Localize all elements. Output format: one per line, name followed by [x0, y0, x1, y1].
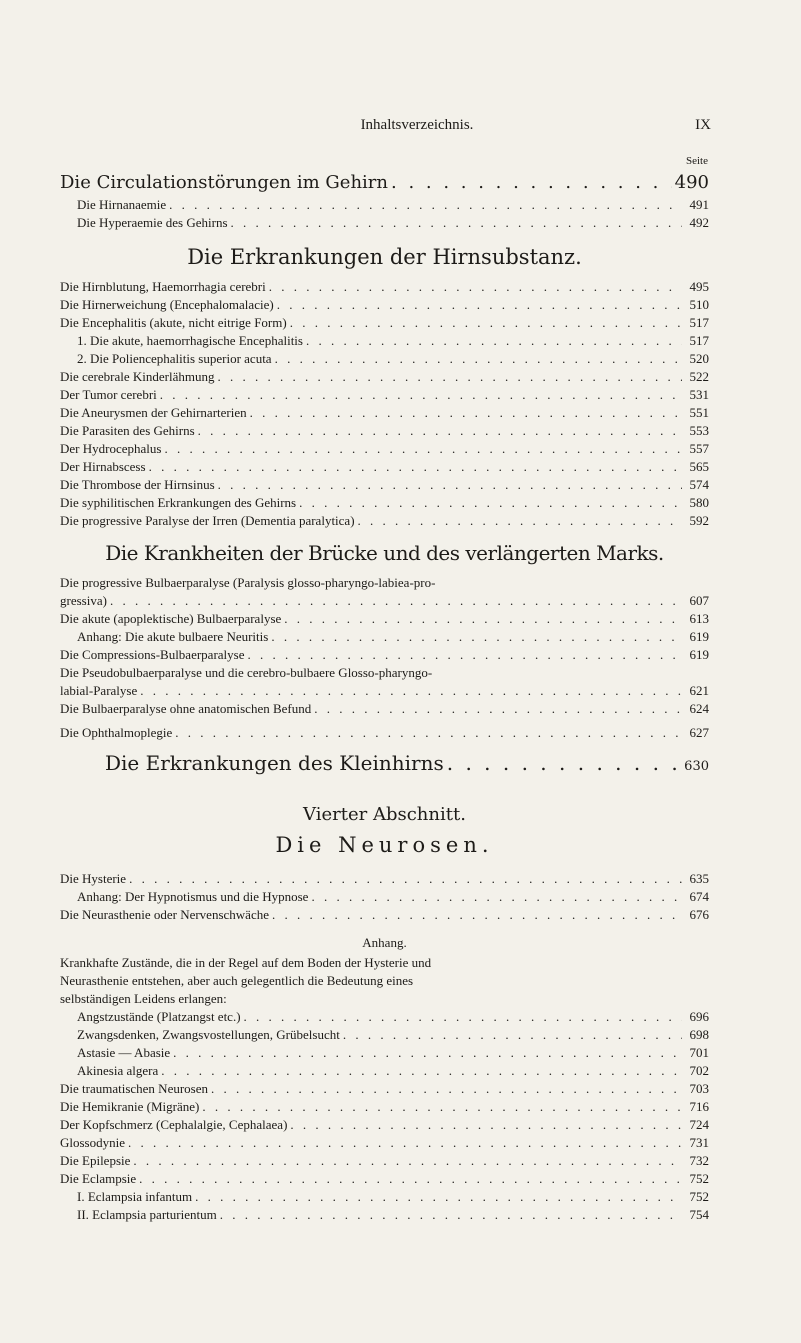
toc-entry: Die Compressions-Bulbaerparalyse . . . 619 — [60, 646, 709, 664]
toc-entry: Die Aneurysmen der Gehirnarterien . . . 551 — [60, 404, 709, 422]
toc-entry: labial-Paralyse . . . 621 — [60, 682, 709, 700]
toc-entry: Die Hyperaemie des Gehirns . . . 492 — [60, 214, 709, 232]
toc-subentry: I. Eclampsia infantum . . . 752 — [60, 1188, 709, 1206]
toc-entry: Die Neurasthenie oder Nervenschwäche . . . 676 — [60, 906, 709, 924]
toc-entry: Die Epilepsie . . . 732 — [60, 1152, 709, 1170]
toc-subentry: 2. Die Poliencephalitis superior acuta . . . 520 — [60, 350, 709, 368]
toc-entry: Die Eclampsie . . . 752 — [60, 1170, 709, 1188]
anhang-paragraph-line: selbständigen Leidens erlangen: — [60, 991, 227, 1006]
section-title-hirnsubstanz: Die Erkrankungen der Hirnsubstanz. — [187, 245, 582, 269]
toc-subentry: Angstzustände (Platzangst etc.) . . . 696 — [60, 1008, 709, 1026]
toc-entry: Die Bulbaerparalyse ohne anatomischen Befund . . . 624 — [60, 700, 709, 718]
toc-entry: Der Tumor cerebri . . . 531 — [60, 386, 709, 404]
toc-subentry: II. Eclampsia parturientum . . . 754 — [60, 1206, 709, 1224]
toc-heading-kleinhirn: Die Erkrankungen des Kleinhirns . . . 630 — [60, 748, 709, 782]
toc-entry: Die Hirnerweichung (Encephalomalacie) . . . 510 — [60, 296, 709, 314]
toc-subentry: Akinesia algera . . . 702 — [60, 1062, 709, 1080]
toc-entry: Der Hydrocephalus . . . 557 — [60, 440, 709, 458]
toc-entry: Die Hemikranie (Migräne) . . . 716 — [60, 1098, 709, 1116]
anhang-paragraph-line: Krankhafte Zustände, die in der Regel auf dem Boden der Hysterie und — [60, 955, 432, 970]
section-title-bruecke: Die Krankheiten der Brücke und des verlängerten Marks. — [105, 541, 664, 565]
toc-entry: Der Hirnabscess . . . 565 — [60, 458, 709, 476]
toc-subentry: Anhang: Der Hypnotismus und die Hypnose . . . 674 — [60, 888, 709, 906]
running-title: Inhaltsverzeichnis. — [360, 117, 474, 133]
toc-entry: Die cerebrale Kinderlähmung . . . 522 — [60, 368, 709, 386]
page-numeral: IX — [695, 117, 711, 133]
toc-entry: Glossodynie . . . 731 — [60, 1134, 709, 1152]
running-header — [123, 117, 711, 139]
toc-subentry: Zwangsdenken, Zwangsvostellungen, Grübelsucht . . . 698 — [60, 1026, 709, 1044]
anhang-paragraph-line: Neurasthenie entstehen, aber auch gelegentlich die Bedeutung eines — [60, 973, 414, 988]
toc-entry: Die syphilitischen Erkrankungen des Gehirns . . . 580 — [60, 494, 709, 512]
toc-entry: Die Thrombose der Hirnsinus . . . 574 — [60, 476, 709, 494]
toc-entry: gressiva) . . . 607 — [60, 592, 709, 610]
toc-entry: Die Hirnblutung, Haemorrhagia cerebri . . . 495 — [60, 278, 709, 296]
toc-entry: Die progressive Paralyse der Irren (Dementia paralytica) . . . 592 — [60, 512, 709, 530]
toc-entry: Der Kopfschmerz (Cephalalgie, Cephalaea) . . . 724 — [60, 1116, 709, 1134]
toc-subentry: 1. Die akute, haemorrhagische Encephalitis . . . 517 — [60, 332, 709, 350]
abschnitt-subtitle: Die Neurosen. — [275, 833, 494, 857]
toc-entry-line: Die Pseudobulbaerparalyse und die cerebro-bulbaere Glosso-pharyngo- — [60, 665, 433, 680]
abschnitt-title: Vierter Abschnitt. — [303, 804, 466, 825]
toc-entry-line: Die progressive Bulbaerparalyse (Paralysis glosso-pharyngo-labiea-pro- — [60, 575, 436, 590]
table-of-contents — [60, 170, 709, 1224]
toc-entry: Die akute (apoplektische) Bulbaerparalyse . . . 613 — [60, 610, 709, 628]
toc-heading-circulation: Die Circulationstörungen im Gehirn . . . 490 — [60, 170, 709, 196]
seite-label: Seite — [686, 155, 708, 167]
toc-entry: Die traumatischen Neurosen . . . 703 — [60, 1080, 709, 1098]
toc-entry: Die Encephalitis (akute, nicht eitrige Form) . . . 517 — [60, 314, 709, 332]
toc-entry: Die Ophthalmoplegie . . . 627 — [60, 724, 709, 742]
toc-entry: Die Hirnanaemie . . . 491 — [60, 196, 709, 214]
toc-subentry: Anhang: Die akute bulbaere Neuritis . . . 619 — [60, 628, 709, 646]
toc-entry: Die Hysterie . . . 635 — [60, 870, 709, 888]
anhang-heading: Anhang. — [362, 935, 407, 950]
toc-entry: Die Parasiten des Gehirns . . . 553 — [60, 422, 709, 440]
toc-subentry: Astasie — Abasie . . . 701 — [60, 1044, 709, 1062]
